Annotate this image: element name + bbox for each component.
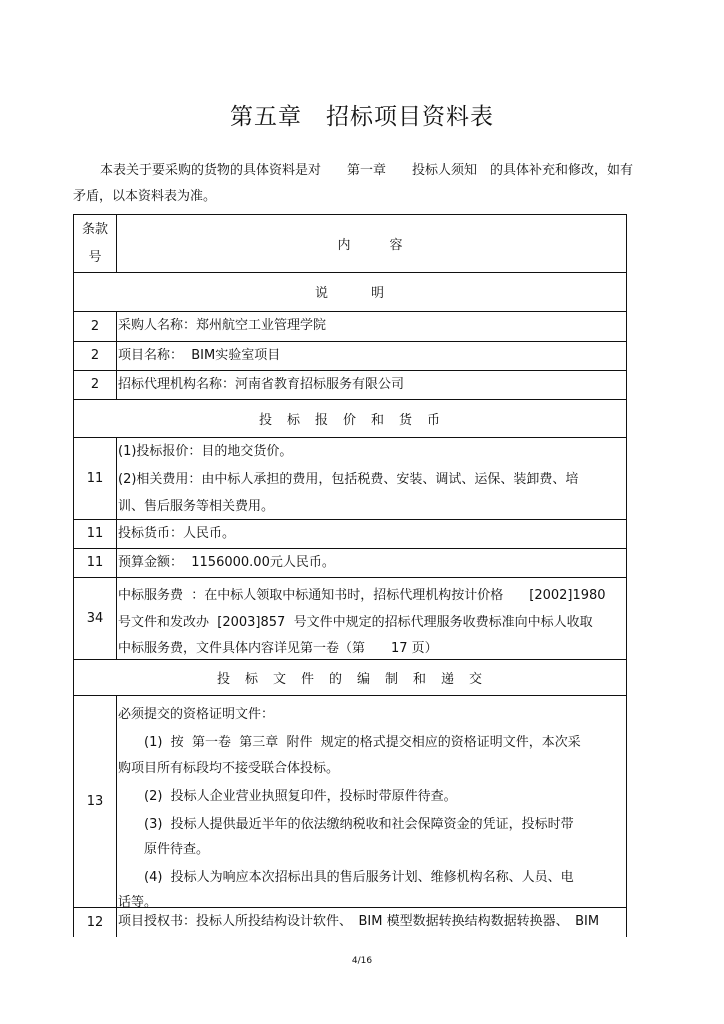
section-title: 说 明 [314, 286, 385, 301]
clause-number: 11 [74, 437, 117, 519]
section-row [74, 272, 626, 312]
header-num-label: 号 [88, 249, 102, 265]
content-line: 中标服务费 ：在中标人领取中标通知书时，招标代理机构按计价格 [2002]1980 [118, 588, 606, 603]
content-line: (1)投标报价：目的地交货价。 [118, 444, 293, 459]
row-content: 招标代理机构名称：河南省教育招标服务有限公司 [118, 377, 405, 392]
content-line: (4) 投标人为响应本次招标出具的售后服务计划、维修机构名称、人员、电 [118, 870, 574, 885]
row-content: 投标货币：人民币。 [118, 526, 236, 541]
table-row [74, 577, 626, 660]
clause-number: 12 [74, 907, 117, 937]
header-content: 内 容 [337, 238, 403, 253]
content-line: 必须提交的资格证明文件： [118, 707, 275, 722]
clause-number: 11 [74, 519, 117, 548]
section-title: 投 标 报 价 和 货 币 [258, 412, 441, 428]
table-row [74, 311, 626, 342]
content-line: (1) 按 第一卷 第三章 附件 规定的格式提交相应的资格证明文件，本次采 [118, 735, 581, 750]
content-line: (2)相关费用：由中标人承担的费用，包括税费、安装、调试、运保、装卸费、培 [118, 472, 579, 487]
table-header-row [74, 215, 626, 273]
content-line: 话等。 [118, 895, 158, 910]
header-clause-number [74, 215, 117, 272]
row-content: 预算金额： 1156000.00元人民币。 [118, 555, 335, 570]
content-line: (3) 投标人提供最近半年的依法缴纳税收和社会保障资金的凭证，投标时带 [118, 817, 574, 832]
section-row [74, 659, 626, 696]
intro-line: 本表关于要采购的货物的具体资料是对 第一章 投标人须知 的具体补充和修改，如有 [100, 163, 634, 178]
content-line: 原件待查。 [118, 842, 210, 857]
clause-number: 2 [74, 311, 117, 341]
table-row [74, 341, 626, 371]
row-content: 采购人名称：郑州航空工业管理学院 [118, 318, 327, 333]
section-row [74, 399, 626, 438]
content-line: 号文件和发改办 [2003]857 号文件中规定的招标代理服务收费标准向中标人收取 [118, 615, 593, 630]
clause-number: 11 [74, 548, 117, 577]
row-content: 项目授权书：投标人所投结构设计软件、 BIM 模型数据转换结构数据转换器、 BIM [118, 914, 600, 929]
row-content: 项目名称： BIM实验室项目 [118, 348, 281, 363]
table-row [74, 548, 626, 578]
clause-number: 34 [74, 577, 117, 659]
info-table [73, 214, 627, 937]
table-row [74, 695, 626, 908]
intro-line: 矛盾，以本资料表为准。 [73, 189, 217, 204]
content-line: (2) 投标人企业营业执照复印件，投标时带原件待查。 [118, 789, 457, 804]
content-line: 中标服务费，文件具体内容详见第一卷（第 17 页） [118, 641, 438, 656]
table-row [74, 907, 626, 937]
content-line: 训、售后服务等相关费用。 [118, 499, 275, 514]
clause-number: 13 [74, 695, 117, 907]
page-title: 第五章 招标项目资料表 [230, 104, 494, 130]
page-number: 4/16 [351, 956, 373, 966]
header-num-label: 条款 [81, 221, 108, 237]
clause-number: 2 [74, 370, 117, 399]
table-row [74, 519, 626, 549]
table-row [74, 437, 626, 520]
table-row [74, 370, 626, 400]
content-line: 购项目所有标段均不接受联合体投标。 [118, 761, 340, 776]
clause-number: 2 [74, 341, 117, 370]
section-title: 投 标 文 件 的 编 制 和 递 交 [216, 671, 483, 687]
